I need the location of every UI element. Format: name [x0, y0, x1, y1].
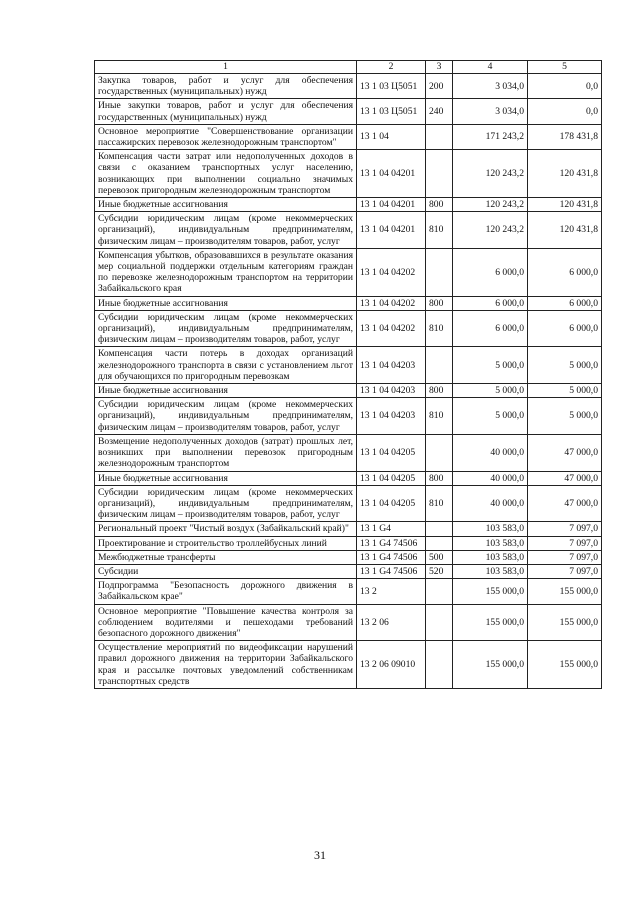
row-value-2022-cell: 6 000,0 — [528, 310, 602, 347]
row-value-2022-cell: 7 097,0 — [528, 522, 602, 536]
row-value-2021-cell: 120 243,2 — [453, 198, 528, 212]
table-row — [95, 296, 602, 310]
page-number: 31 — [314, 848, 326, 862]
row-type-cell: 800 — [426, 198, 453, 212]
row-name-cell: Компенсация части потерь в доходах организаций железнодорожного транспорта в связи с установлением льгот для обучающихся по пригородным перевозкам — [95, 347, 357, 384]
table-row — [95, 550, 602, 564]
row-type-cell — [426, 604, 453, 641]
table-row — [95, 99, 602, 124]
row-value-2022-cell: 155 000,0 — [528, 641, 602, 689]
row-code-cell: 13 1 G4 — [357, 522, 426, 536]
row-type-cell — [426, 536, 453, 550]
row-type-cell — [426, 522, 453, 536]
row-value-2021-cell: 120 243,2 — [453, 212, 528, 249]
table-row — [95, 522, 602, 536]
table-row — [95, 471, 602, 485]
row-code-cell: 13 1 03 Ц5051 — [357, 74, 426, 99]
table-row — [95, 74, 602, 99]
table-row — [95, 398, 602, 435]
row-code-cell: 13 2 — [357, 579, 426, 604]
row-value-2022-cell: 5 000,0 — [528, 398, 602, 435]
row-value-2021-cell: 3 034,0 — [453, 99, 528, 124]
row-name-cell: Иные бюджетные ассигнования — [95, 296, 357, 310]
row-code-cell: 13 1 04 04201 — [357, 198, 426, 212]
table-row — [95, 579, 602, 604]
row-name-cell: Субсидии — [95, 564, 357, 578]
row-value-2022-cell: 120 431,8 — [528, 198, 602, 212]
row-value-2021-cell: 120 243,2 — [453, 150, 528, 198]
row-code-cell: 13 1 G4 74506 — [357, 536, 426, 550]
row-code-cell: 13 1 04 04205 — [357, 471, 426, 485]
row-value-2021-cell: 103 583,0 — [453, 522, 528, 536]
row-name-cell: Основное мероприятие "Повышение качества контроля за соблюдением водителями и пешеходами требований безопасного дорожного движения" — [95, 604, 357, 641]
table-row — [95, 310, 602, 347]
row-name-cell: Компенсация части затрат или недополученных доходов в связи с оказанием транспортных услуг населению, возникающих при выполнении социально значимых перевозок пригородным железнодорожным транспортом — [95, 150, 357, 198]
row-value-2021-cell: 40 000,0 — [453, 471, 528, 485]
row-type-cell — [426, 347, 453, 384]
row-name-cell: Иные бюджетные ассигнования — [95, 384, 357, 398]
row-value-2021-cell: 155 000,0 — [453, 604, 528, 641]
row-value-2022-cell: 7 097,0 — [528, 564, 602, 578]
row-name-cell: Субсидии юридическим лицам (кроме некоммерческих организаций), индивидуальным предпринимателям, физическим лицам – производителям товаров, работ, услуг — [95, 212, 357, 249]
row-name-cell: Субсидии юридическим лицам (кроме некоммерческих организаций), индивидуальным предпринимателям, физическим лицам – производителям товаров, работ, услуг — [95, 398, 357, 435]
row-type-cell: 520 — [426, 564, 453, 578]
row-code-cell: 13 2 06 — [357, 604, 426, 641]
row-value-2021-cell: 40 000,0 — [453, 485, 528, 522]
table-row — [95, 604, 602, 641]
table-row — [95, 150, 602, 198]
row-value-2022-cell: 7 097,0 — [528, 550, 602, 564]
row-value-2022-cell: 178 431,8 — [528, 124, 602, 149]
row-value-2022-cell: 155 000,0 — [528, 579, 602, 604]
row-value-2021-cell: 6 000,0 — [453, 296, 528, 310]
table-row — [95, 248, 602, 296]
row-value-2021-cell: 155 000,0 — [453, 579, 528, 604]
row-name-cell: Проектирование и строительство троллейбусных линий — [95, 536, 357, 550]
row-name-cell: Возмещение недополученных доходов (затрат) прошлых лет, возникших при выполнении перевозок пригородным железнодорожным транспортом — [95, 434, 357, 471]
row-value-2022-cell: 0,0 — [528, 99, 602, 124]
row-type-cell — [426, 434, 453, 471]
row-value-2021-cell: 6 000,0 — [453, 310, 528, 347]
row-name-cell: Компенсация убытков, образовавшихся в результате оказания мер социальной поддержки отдельным категориям граждан по перевозке железнодорожным транспортом на территории Забайкальского края — [95, 248, 357, 296]
row-value-2022-cell: 6 000,0 — [528, 296, 602, 310]
row-code-cell: 13 1 04 — [357, 124, 426, 149]
row-name-cell: Субсидии юридическим лицам (кроме некоммерческих организаций), индивидуальным предпринимателям, физическим лицам – производителям товаров, работ, услуг — [95, 485, 357, 522]
header-cell: 2 — [357, 61, 426, 74]
row-type-cell — [426, 124, 453, 149]
header-cell: 4 — [453, 61, 528, 74]
row-code-cell: 13 1 04 04203 — [357, 398, 426, 435]
row-value-2021-cell: 3 034,0 — [453, 74, 528, 99]
budget-table — [94, 60, 602, 689]
row-name-cell: Субсидии юридическим лицам (кроме некоммерческих организаций), индивидуальным предпринимателям, физическим лицам – производителям товаров, работ, услуг — [95, 310, 357, 347]
row-code-cell: 13 1 04 04203 — [357, 384, 426, 398]
table-row — [95, 434, 602, 471]
row-name-cell: Основное мероприятие "Совершенствование организации пассажирских перевозок железнодорожным транспортом" — [95, 124, 357, 149]
row-code-cell: 13 2 06 09010 — [357, 641, 426, 689]
row-value-2021-cell: 5 000,0 — [453, 398, 528, 435]
row-value-2021-cell: 155 000,0 — [453, 641, 528, 689]
row-value-2022-cell: 47 000,0 — [528, 485, 602, 522]
row-code-cell: 13 1 G4 74506 — [357, 550, 426, 564]
row-type-cell: 500 — [426, 550, 453, 564]
row-value-2021-cell: 5 000,0 — [453, 347, 528, 384]
header-cell: 1 — [95, 61, 357, 74]
row-value-2022-cell: 120 431,8 — [528, 212, 602, 249]
row-name-cell: Региональный проект "Чистый воздух (Забайкальский край)" — [95, 522, 357, 536]
row-type-cell — [426, 150, 453, 198]
row-value-2021-cell: 40 000,0 — [453, 434, 528, 471]
row-type-cell: 800 — [426, 296, 453, 310]
row-code-cell: 13 1 04 04205 — [357, 434, 426, 471]
table-row — [95, 124, 602, 149]
row-value-2021-cell: 103 583,0 — [453, 564, 528, 578]
row-type-cell: 810 — [426, 485, 453, 522]
row-type-cell: 810 — [426, 212, 453, 249]
row-code-cell: 13 1 04 04205 — [357, 485, 426, 522]
row-name-cell: Осуществление мероприятий по видеофиксации нарушений правил дорожного движения на территории Забайкальского края и рассылке почтовых уведомлений собственникам транспортных средств — [95, 641, 357, 689]
row-value-2021-cell: 5 000,0 — [453, 384, 528, 398]
row-type-cell — [426, 641, 453, 689]
row-code-cell: 13 1 04 04203 — [357, 347, 426, 384]
row-value-2021-cell: 171 243,2 — [453, 124, 528, 149]
row-type-cell: 800 — [426, 384, 453, 398]
table-row — [95, 212, 602, 249]
row-code-cell: 13 1 04 04201 — [357, 212, 426, 249]
row-code-cell: 13 1 04 04202 — [357, 310, 426, 347]
row-value-2022-cell: 47 000,0 — [528, 471, 602, 485]
row-value-2021-cell: 6 000,0 — [453, 248, 528, 296]
row-value-2022-cell: 155 000,0 — [528, 604, 602, 641]
table-row — [95, 536, 602, 550]
row-code-cell: 13 1 G4 74506 — [357, 564, 426, 578]
row-value-2022-cell: 7 097,0 — [528, 536, 602, 550]
row-value-2022-cell: 47 000,0 — [528, 434, 602, 471]
table-row — [95, 198, 602, 212]
row-type-cell — [426, 579, 453, 604]
row-value-2022-cell: 6 000,0 — [528, 248, 602, 296]
table-row — [95, 485, 602, 522]
row-type-cell: 810 — [426, 398, 453, 435]
row-name-cell: Закупка товаров, работ и услуг для обеспечения государственных (муниципальных) нужд — [95, 74, 357, 99]
table-row — [95, 564, 602, 578]
row-value-2021-cell: 103 583,0 — [453, 536, 528, 550]
row-type-cell: 240 — [426, 99, 453, 124]
row-type-cell: 800 — [426, 471, 453, 485]
table-header-row — [95, 61, 602, 74]
table-row — [95, 384, 602, 398]
row-name-cell: Подпрограмма "Безопасность дорожного движения в Забайкальском крае" — [95, 579, 357, 604]
row-value-2022-cell: 5 000,0 — [528, 347, 602, 384]
row-value-2022-cell: 5 000,0 — [528, 384, 602, 398]
row-name-cell: Иные закупки товаров, работ и услуг для обеспечения государственных (муниципальных) нужд — [95, 99, 357, 124]
row-name-cell: Иные бюджетные ассигнования — [95, 198, 357, 212]
header-cell: 3 — [426, 61, 453, 74]
row-type-cell: 810 — [426, 310, 453, 347]
row-value-2022-cell: 0,0 — [528, 74, 602, 99]
row-code-cell: 13 1 04 04202 — [357, 248, 426, 296]
row-type-cell — [426, 248, 453, 296]
row-name-cell: Межбюджетные трансферты — [95, 550, 357, 564]
row-code-cell: 13 1 04 04202 — [357, 296, 426, 310]
row-type-cell: 200 — [426, 74, 453, 99]
table-row — [95, 641, 602, 689]
row-value-2022-cell: 120 431,8 — [528, 150, 602, 198]
row-name-cell: Иные бюджетные ассигнования — [95, 471, 357, 485]
row-code-cell: 13 1 03 Ц5051 — [357, 99, 426, 124]
row-code-cell: 13 1 04 04201 — [357, 150, 426, 198]
header-cell: 5 — [528, 61, 602, 74]
table-row — [95, 347, 602, 384]
row-value-2021-cell: 103 583,0 — [453, 550, 528, 564]
